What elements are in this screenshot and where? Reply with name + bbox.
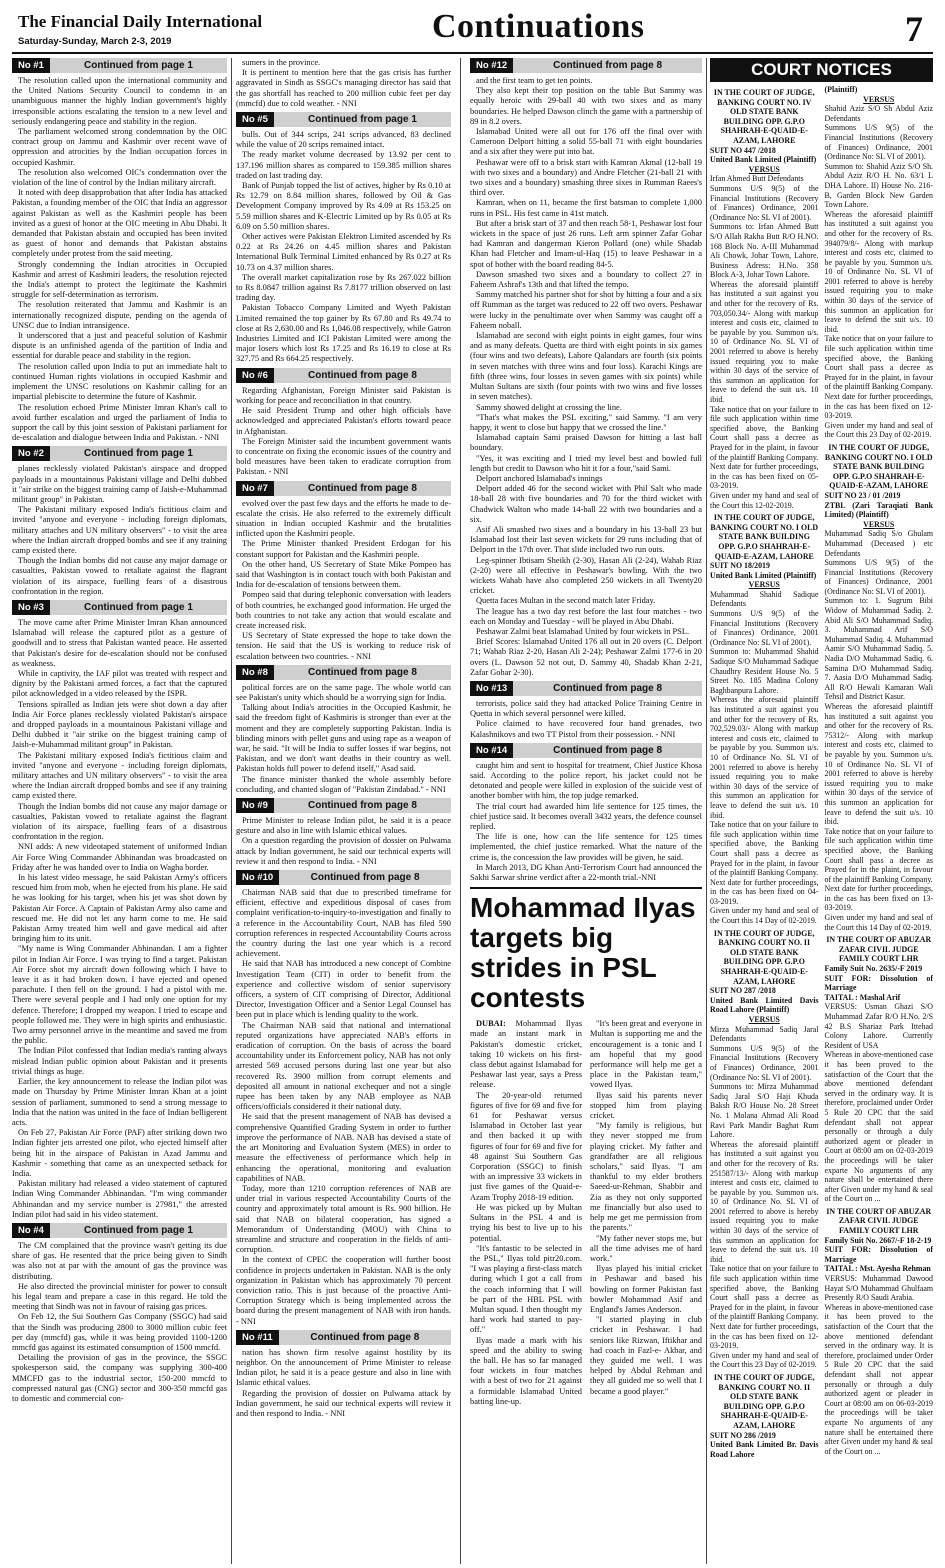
notice-detail: United Bank Limited Davis Road Lahore (Plaintiff) xyxy=(710,995,819,1015)
story-paragraph: Bank of Punjab topped the list of actives, higher by Rs 0.10 at Rs 12.79 on 8.84 million shares, followed by Oil & Gas Development Company improved by Rs 4.09 at Rs 153.25 on 5.59 million shares and K-Electric Limited up by Rs 0.05 at Rs 6.09 on 5.50 million shares. xyxy=(236,181,451,231)
story-heading-bar xyxy=(12,58,227,73)
story-paragraph: Earlier, the key announcement to release the Indian pilot was made on Thursday by Prime Minister Imran Khan at a joint session of parliament, summoned to send a strong message to India that the nation was united in the face of Indian belligerent acts. xyxy=(12,1077,227,1127)
story-heading-bar xyxy=(236,798,451,813)
notice-text: Next date for further proceedings, in the cas has been fixed on 12-03-2019. xyxy=(710,1322,819,1351)
notice-detail: TAITAL : Mst. Ayesha Rehman xyxy=(824,1264,931,1274)
story-paragraph: and the first team to get ten points. xyxy=(476,76,593,85)
notice-text: Summon to: Shahid Aziz S/O Sh. Abdul Aziz R/O H. No. 63/1 L DHA Lahore. II) House No. 216-B, Garden Block New Garden Town Lahore. xyxy=(824,161,933,210)
story-paragraph: NNI adds: A new videotaped statement of uniformed Indian Air Force Wing Commander Abhinandan was broadcasted on Friday after he was handed over to India on Wagha border. xyxy=(12,842,227,872)
story-number-tag: No #13 xyxy=(470,681,513,696)
notice-text: Whereas in above-mentioned case it has been proved to the satisfaction of the Court that the above mentioned defendant served in the ordinary way. It is therefore, proclaimed under Order 5 Rule 20 CPC that the said defendant shall not appear personally or through a duly authorized agent or pleader in Court at 08:00 am on 02-03-2019 the proceedings will be taker exparte No arguments of any nature shall be entertained there after Given under my hand & seal of the Court on ... xyxy=(824,1050,933,1204)
story-paragraph: Sammy showed delight at crossing the line. xyxy=(476,402,622,412)
story-number-tag: No #2 xyxy=(12,446,50,461)
story-paragraph: Other actives were Pakistan Elektron Limited ascended by Rs 0.22 at Rs 24.26 on 4.45 million shares and Pakistan International Bulk Terminal Limited enhanced by Rs 0.27 at Rs 10.73 on 4.37 million shares. xyxy=(236,232,451,272)
notice-text: Summons U/S 9(5) of the Financial Institutions (Recovery of Finances) Ordinance, 2001 (Ordinance No: SL VI of 2001). xyxy=(824,123,933,162)
story-number-tag: No #12 xyxy=(470,58,513,73)
notice-text: VERSUS: Usman Ghazi S/O Muhammad Zafar R/O H.No. 2/S 42 B.S Shariaz Park Ittehad Colony Lahore. Currently Resident of USA xyxy=(824,1002,933,1050)
story-heading-bar xyxy=(236,1330,451,1345)
notice-text: Given under my hand and seal of the Court this 23 Day of 02-2019. xyxy=(710,1350,819,1370)
feature-column-a xyxy=(470,1019,582,1407)
column-3-stories xyxy=(470,58,702,883)
story-paragraph: The Foreign Minister said the incumbent government wants to concentrate on fixing the economic issues of the country and bold measures have been taken to eradicate corruption from Pakistan. - NNI xyxy=(236,436,451,477)
story-heading: Continued from page 8 xyxy=(513,681,702,696)
section-title: Continuations xyxy=(432,8,645,45)
feature-paragraph: "It's been great and everyone in Multan is supporting me and the encouragement is a tonic and I am hopeful that my good performance will help me get a place in the Pakistan team," vowed Ilyas. xyxy=(590,1019,702,1090)
story-paragraph: In his latest video message, he said Pakistan Army's officers rescued him from mob, when he ejected from his plane. He said he was looking for his target, when his jet was shot down by Pakistan Air Force. A Captain of Pakistan Army also came and rescued me. He did not let any harm come to me. He said Pakistan Army treated him well and gave medical aid after bringing him to its unit. xyxy=(12,873,227,944)
story-paragraph: The trial court had awarded him life sentence for 125 times, the chief justice said. It becomes overall 3432 years, the defence counsel replied. xyxy=(470,801,702,832)
story-heading-bar xyxy=(236,368,451,383)
story-paragraph: Talking about India's atrocities in the Occupied Kashmir, he said the freedom fight of Kashmiris is stronger than ever at the moment and they are completely supporting Pakistan. India is blinding minors with pellet guns and using rape as a weapon of war, he said. "It will be India to suffer losses if war begins, not Pakistan, and we don't want deaths in their country as well. Pakistan holds full power to defend itself," Asad said. xyxy=(236,703,451,774)
notice-text: Given under my hand and seal of the Court this 14 Day of 02-2019. xyxy=(824,913,933,932)
story-paragraph: The parliament welcomed strong condemnation by the OIC contract group on Jammu and Kashmir over recent wave of oppression and atrocities by the Indian occupation forces in occupied Kashmir. xyxy=(12,127,227,167)
notice-detail: Family Suit No. 2667/-F 18-2-19 xyxy=(824,1235,932,1245)
story-paragraph: Pakistan Tobacco Company Limited and Wyeth Pakistan Limited remained the top gainer by Rs 67.80 and Rs 49.74 to close at Rs 2,630.00 and Rs 1,046.08 respectively, while Gatron Industries Limited and ICI Pakistan Limited were among the major losers which lost Rs 17.25 and Rs 16.19 to close at Rs 327.75 and Rs 664.25 respectively. xyxy=(236,303,451,364)
story-paragraph: Pakistan military had released a video statement of captured Indian Wing Commander Abhinandan. "I'm wing commander Abhinandan and my service number is 27981," the arrested Indian pilot had said in his video statement. xyxy=(12,1179,227,1219)
story-number-tag: No #1 xyxy=(12,58,50,73)
story xyxy=(236,368,451,478)
court-heading: IN THE COURT OF JUDGE, BANKING COURT NO. II OLD STATE BANK BUILDING OPP. G.P.O SHAHRAH-E-QUAID-E-AZAM, LAHORE xyxy=(713,1372,815,1430)
feature-paragraph: Ilyas played his initial cricket in Peshawar and based his bowling on former Pakistan fast bowler Mohammad Asif and England's James Anderson. xyxy=(590,1264,702,1314)
notice-text: Mirza Muhammad Sadiq Jaral Defendants xyxy=(710,1024,819,1044)
story-paragraph: Brief Scores: Islamabad United 176 all out in 20 overs (C. Delport 71; Wahab Riaz 2-20, Hasan Ali 2-24); Peshawar Zalmi 177-6 in 20 overs (L. Dawson 52 not out, D. Sammy 40, Shadab Khan 2-21, Zafar Gohar 2-30). xyxy=(470,637,702,677)
story-paragraph: "Yes, it was exciting and I tried my level best and bowled full length but credit to Dawson who hit it for a four,"said Sami. xyxy=(470,453,702,473)
court-notices-column-b xyxy=(825,85,934,1459)
story-paragraph: The finance minister thanked the whole assembly before concluding, and chanted slogan of "Pakistan Zindabad." - NNI xyxy=(236,774,451,794)
story-heading: Continued from page 8 xyxy=(274,665,451,680)
story-paragraph: Delport anchored Islamabad's innings xyxy=(476,473,603,483)
story-paragraph: On the other hand, US Secretary of State Mike Pompeo has said that Washington is in contact touch with both Pakistan and India for de-escalation of tensions between them. xyxy=(236,559,451,590)
notice-text: Whereas the aforesaid plaintiff has instituted a suit against you and other for the recovery of Rs. 702,529.03/- Along with markup interest and costs etc, claimed to be payable by you. Summon u/s. 10 of Ordinance No. SL VI of 2001 referred to above is hereby issued requiring you to make within 30 days of the service of this summon an application for leave to defend the suit u/s. 10 ibid. xyxy=(710,695,819,820)
story-paragraph: The ready market volume decreased by 13.92 per cent to 137.196 million shares as compared to 159.385 million shares traded on last trading day. xyxy=(236,150,451,180)
story-heading: Continued from page 8 xyxy=(274,798,451,813)
court-heading: IN THE COURT OF ABUZAR ZAFAR CIVIL JUDGE FAMILY COURT LHR xyxy=(826,935,932,964)
notice-text: Muhammad Shahid Sadique Defendants xyxy=(710,589,819,609)
story-paragraph: The move came after Prime Minister Imran Khan announced Islamabad will release the captured pilot as a gesture of goodwill and to stress that Pakistan wanted peace. He asserted that Pakistan's desire for de-escalation should not be confused as weakness. xyxy=(12,617,227,668)
story-paragraph: Today, more than 1210 corruption references of NAB are under trial in various respected Accountability Courts of the country and approximately total amount is Rs. 900 billion. He said that NAB on bilateral cooperation, has signed a Memorandum of Understanding (MOU) with China to streamline and structure and cooperation in the fields of anti-corruption. xyxy=(236,1183,451,1255)
feature-paragraph: "My family is religious, but they never stopped me from playing cricket. My father and grandfather are all religious scholars," said Ilyas. "I am thankful to my elder brothers Saeed-ur-Rehman, Shabbir and Zia as they not only supported me financially but also used to help me get me permission from the parents." xyxy=(590,1121,702,1233)
notice-detail: United Bank Limited (Plaintiff) xyxy=(710,155,817,165)
story-number-tag: No #4 xyxy=(12,1223,50,1238)
story-paragraph: The resolution reiterated that Jammu and Kashmir is an internationally recognized dispute, pending on the agenda of UNSC due to Indian intransigence. xyxy=(12,300,227,330)
story-heading-bar xyxy=(236,481,451,496)
story xyxy=(236,112,451,365)
story-paragraph: In March 2013, DG Khan Anti-Terrorism Court had announced the Sakhi Sarwar shrine verdict after a 22-month trial.-NNI xyxy=(470,862,702,883)
notice-text: Take notice that on your failure to file such application within time specified above, the Banking Court shall pass a decree as Prayed for in the plaint, in favour of the plaintiff Banking Company. xyxy=(710,820,819,878)
notice-text: Take notice that on your failure to file such application within time specified above, the Banking Court shall pass a decree as Prayed for in the plaint, in favour of the plaintiff Banking Company. xyxy=(710,404,819,462)
column-3 xyxy=(470,58,702,1564)
story-paragraph: US Secretary of State expressed the hope to take down the tension. He said that the US is working to reduce risk of escalation between two countries. - NNI xyxy=(236,631,451,661)
notice-text: VERSUS: Muhammad Dawood Hayat S/O Muhammad Ghulfaam Presently R/O Saudi Arabia. xyxy=(824,1274,933,1303)
notice-text: Next date for further proceedings, in the cas has been fixed on 04-03-2019. xyxy=(710,877,819,906)
column-rule xyxy=(231,58,232,1564)
notice-text: Muhammad Sadiq S/o Ghulam Muhammad (Deceased ) etc Defendants xyxy=(824,529,933,558)
versus-label: VERSUS xyxy=(863,94,895,104)
story-number-tag: No #10 xyxy=(236,870,279,885)
notice-detail: United Bank Limited Br. Davis Road Lahore xyxy=(710,1440,819,1459)
story-paragraph: political forces are on the same page. The whole world can see Pakistan's unity which should be a worrying sign for India. xyxy=(236,682,451,702)
story-number-tag: No #5 xyxy=(236,112,274,127)
paper-name: The Financial Daily International xyxy=(18,12,263,31)
story-paragraph: Peshawar were off to a brisk start with Kamran Akmal (12-ball 19 with two sixes and a boundary) and Andre Fletcher (21-ball 21 with two sixes and a boundary) smashing three sixes in Rumman Raees's third over. xyxy=(470,157,702,198)
story-heading-bar xyxy=(236,665,451,680)
notice-detail: TAITAL : Mashal Arif xyxy=(824,992,901,1002)
story-paragraph: The resolution called upon the international community and the United Nations Security Council to condemn in an unambiguous manner the highly Indian government's highly irresponsible actions escalating the tension to a new level and seriously endangering peace and stability in the region. xyxy=(12,76,227,126)
notice-detail: United Bank Limited (Plaintiff) xyxy=(710,570,817,580)
feature-paragraph: "I started playing in club cricket in Peshawar. I had seniors like Rizwan, Iftikhar and had coach in Fazl-e- Akbar, and they guided me well. I was helped by Abdul Rehman and they all guided me so well that I became a good player." xyxy=(590,1315,702,1396)
story-paragraph: Regarding the provision of dossier on Pulwama attack by Indian government, he said our technical experts will review it and then respond to India. - NNI xyxy=(236,1388,451,1418)
story-paragraph: The Prime Minister thanked President Erdogan for his constant support for Pakistan and the Kashmiri people. xyxy=(236,539,451,559)
column-rule xyxy=(460,58,461,1564)
story-paragraph: It underscored that a just and peaceful solution of Kashmir dispute is an unfinished agenda of the partition of India and essential for durable peace and stability in the region. xyxy=(12,331,227,361)
story-paragraph: On a question regarding the provision of dossier on Pulwama attack by Indian government, he said our technical experts will review it and then respond to India. - NNI xyxy=(236,836,451,866)
story-paragraph: He also directed the provincial minister for power to consult his legal team and prepare a case in this regard. He told the meeting that Sindh was not in favour of raising gas prices. xyxy=(12,1281,227,1312)
story-paragraph: Tensions spiralled as Indian jets were shot down a day after India Air Force planes recklessly violated Pakistan's airspace and dropped payloads in a mountainous Pakistani village and Delhi dubbed it "air strike on the biggest training camp of Jaish-e-Muhammad militant group" in Pakistan. xyxy=(12,699,227,750)
notice-text: Next date for further proceedings, in the cas has been fixed on 13-03-2019. xyxy=(824,884,933,913)
story xyxy=(236,1330,451,1419)
story-paragraph: He said that NAB has introduced a new concept of Combine Investigation Team (CIT) in order to benefit from the experience and collective wisdom of senior supervisory officers, a system of CIT comprising of Director, Additional Director, Investigation Officer and a Senior Legal Counsel has been put in place which is lending quality to the work. xyxy=(236,959,451,1020)
story xyxy=(236,798,451,867)
notice-text: Take notice that on your failure to file such application within time specified above, the Banking Court shall pass a decree as Prayed for in the plaint, in favour of the plaintiff Banking Company. xyxy=(710,1264,819,1322)
notice-detail: (Plaintiff) xyxy=(824,85,858,94)
story-paragraph: The overall market capitalization rose by Rs 267.022 billion to Rs 8.0847 trillion against Rs 7.8177 trillion observed on last trading day. xyxy=(236,272,451,303)
notice-text: Take notice that on your failure to file such application within time specified above, the Banking Court shall pass a decree as Prayed for in the plaint, in favour of the plaintiff Banking Company. xyxy=(824,826,933,884)
story-heading: Continued from page 8 xyxy=(279,1330,451,1345)
story-paragraph: "That's what makes the PSL exciting," said Sammy. "I am very happy, it went to close but happy that we crossed the line." xyxy=(470,412,702,432)
story-heading-bar xyxy=(470,58,702,73)
notice-text: Given under my hand and seal of the Court this 12-02-2019. xyxy=(710,490,819,510)
story xyxy=(12,446,227,597)
court-heading: IN THE COURT OF JUDGE, BANKING COURT NO. II OLD STATE BANK BUILDING OPP. G.P.O SHAHRAH-E-QUAID-E-AZAM, LAHORE xyxy=(713,928,815,986)
story-heading: Continued from page 1 xyxy=(50,446,227,461)
column-1 xyxy=(12,58,227,1564)
story-paragraph: The Chairman NAB said that national and international reputed organizations have appreciated NAB's efforts in eradication of corruption. On the basis of across the board accountability under its Enforcement policy, NAB has not only arrested 569 accused persons during last one year but also recovered Rs. 3900 million from corrupt elements and deposited all amount in national exchequer and not a single rupee has been taken by any NAB employee as NAB officers/officials considered it their national duty. xyxy=(236,1020,451,1112)
story-heading: Continued from page 1 xyxy=(50,58,227,73)
notice-text: Whereas the aforesaid plaintiff has instituted a suit against you and other for the recovery of Rs. 703,050.34/- Along with markup interest and costs etc, claimed to be payable by you. Summon u/s. 10 of Ordinance No. SL VI of 2001 referred to above is hereby issued requiring you to make within 30 days of the service of this summon an application for leave to defend the suit u/s. 10 ibid. xyxy=(710,279,819,404)
feature-headline: Mohammad Ilyas targets big strides in PSL contests xyxy=(470,892,696,1014)
story-paragraph: It is pertinent to mention here that the gas crisis has further aggravated in Sindh as SSGC's managing director has said that the gas shortfall has reached to 200 million cubic feet per day (mmcfd) due to cold weather. - NNI xyxy=(236,68,451,108)
feature-paragraph xyxy=(470,1019,582,1090)
versus-label: VERSUS xyxy=(748,1015,780,1024)
story-paragraph: The resolution called upon India to put an immediate halt to continued Human rights violations in occupied Kashmir and implement the UNSC resolutions on Kashmir calling for an impartial plebiscite to determine the future of Kashmir. xyxy=(12,361,227,402)
story-paragraph: He said President Trump and other high officials have acknowledged and appreciated Pakistan's efforts toward peace in Afghanistan. xyxy=(236,406,451,436)
story-heading-bar xyxy=(12,1223,227,1238)
story xyxy=(236,481,451,662)
story-paragraph: Peshawar Zalmi beat Islamabad United by four wickets in PSL. xyxy=(476,626,690,636)
notice-detail: SUIT NO 286 /2019 xyxy=(710,1430,776,1440)
feature-column-b xyxy=(590,1019,702,1407)
story-paragraph: The league has a two day rest before the last four matches - two each on Monday and Tuesday - will be played in Abu Dhabi. xyxy=(470,606,702,626)
notice-detail: SUIT NO 23 / 01 /2019 xyxy=(824,490,901,500)
notice-text: Summons U/S 9(5) of the Financial Institutions (Recovery of Finances) Ordinance, 2001 (Ordinance No: SL VI of 2001). xyxy=(824,558,933,596)
story-heading-bar xyxy=(12,600,227,615)
story-paragraph: Regarding Afghanistan, Foreign Minister said Pakistan is working for peace and reconciliation in that country. xyxy=(236,385,451,405)
notice-text: Next date for further proceedings, in the cas has been fixed on 05-03-2019. xyxy=(710,462,819,491)
story-paragraph: The life is one, how can the life sentence for 125 times implemented, the chief justice remarked. What the nature of the crime is, the concession the law provides will be given, he said. xyxy=(470,832,702,862)
feature-paragraph: Ilyas said his parents never stopped him from playing cricket. xyxy=(590,1090,702,1121)
story-paragraph: nation has shown firm resolve against hostility by its neighbor. On the announcement of Prime Minister to release Indian pilot, he said it is a peace gesture and also in line with Islamic ethical values. xyxy=(236,1347,451,1388)
story-paragraph: The Pakistani military exposed India's fictitious claim and invited "anyone and everyone - including foreign diplomats, military attaches and UN military observers" - to visit the area where the Indian aircraft dropped bombs and see if any training camp existed there. xyxy=(12,750,227,801)
story xyxy=(236,58,451,109)
notice-text: Summons U/S 9(5) of the Financial Institutions (Recovery of Finances) Ordinance, 2001 (Ordinance No: SL VI of 2001). xyxy=(710,1043,819,1082)
story-paragraph: Strongly condemning the Indian atrocities in Occupied Kashmir and arrest of Kashmiri leaders, the resolution rejected the India's attempt to protect the legitimate the Kashmiri struggle for self-determination as terrorism. xyxy=(12,259,227,300)
story-paragraph: Leg-spinner Ibtisam Sheikh (2-30), Hasan Ali (2-24), Wahab Riaz (2-20) were all effective in Peshawar's bowling. With the two wickets Wahab have also completed 250 wickets in all Twenty20 cricket. xyxy=(470,555,702,596)
versus-label: VERSUS xyxy=(748,164,780,174)
court-notices-body xyxy=(710,85,933,1459)
story-paragraph: Kamran, when on 11, became the first batsman to complete 1,000 runs in PSL. His fest came in 41st match. xyxy=(470,198,702,218)
notice-text: Summon to: 1. Sugrum Bibi Widow of Muhammad Sadiq. 2. Abid Ali S/O Muhammad Sadiq. 3. Muhammad Arif S/O Muhammad Sadiq. 4. Muhammad Aamir S/O Muhammad Sadiq. 5. Nadia D/O Muhammad Sadiq. 6. Samina D/O Muhammad Sadiq. 7. Aasia D/O Muhammad Sadiq. All R/O Hewali Kamaran Wali Tehsil and District Kasur. xyxy=(824,596,933,702)
notice-text: Summons U/S 9(5) of the Financial Institutions (Recovery of Finances) Ordinance, 2001 (Ordinance No: SL VI of 2001). xyxy=(710,183,819,222)
story xyxy=(12,600,227,1220)
story xyxy=(470,58,702,678)
feature-paragraph: Ilyas made a mark with his speed and the ability to swing the ball. He has so far managed four wickets in four matches with a best of two for 21 against a formidable Islamabad United batting line-up. xyxy=(470,1335,582,1406)
court-notices-column-a xyxy=(710,85,819,1459)
story-paragraph: Asif Ali smashed two sixes and a boundary in his 13-ball 23 but Islamabad lost their last seven wickets for 29 runs including that of Delport in the 17th over. That slide included two run outs. xyxy=(470,524,702,555)
feature-dateline: DUBAI: xyxy=(476,1019,506,1029)
story-number-tag: No #9 xyxy=(236,798,274,813)
notice-detail: SUIT NO 18/2019 xyxy=(710,561,770,571)
story-paragraph: Though the Indian bombs did not cause any major damage or casualties, Pakistan vowed to retaliate against the flagrant violation of its airspace, fuelling fears of a disastrous confrontation in the region. xyxy=(12,801,227,842)
story-paragraph: The CM complained that the province wasn't getting its due share of gas. He resented that the price being given to Sindh was also not at par with the amount of gas the province was distributing. xyxy=(12,1240,227,1281)
story-paragraph: evolved over the past few days and the efforts he made to de-escalate the crisis. He also referred to the extremely difficult situation in Indian occupied Kashmir and the brutalities inflicted upon the Kashmiri people. xyxy=(236,498,451,539)
story-paragraph: They also kept their top position on the table But Sammy was equally heroic with 29-ball 40 with two sixes and as many boundaries. He helped Dawson clinch the game with a partnership of 89 in 8.2 overs. xyxy=(470,86,702,126)
story-heading-bar xyxy=(236,112,451,127)
story-paragraph: Police claimed to have recovered four hand grenades, two Kalashnikovs and two TT Pistol from their possession. - NNI xyxy=(470,719,702,739)
notice-text: Next date for further proceedings, in the cas has been fixed on 12-03-2019. xyxy=(824,392,933,421)
versus-label: VERSUS xyxy=(748,580,780,590)
story-heading-bar xyxy=(470,681,702,696)
story-heading-bar xyxy=(470,743,702,758)
story-paragraph: Detailing the provision of gas in the province, the SSGC spokesperson said, the company was supplying 300-400 MMCFD gas to the industrial sector, 150-200 mmcfd to compressed natural gas (CNG) sector and 300-350 mmcfd gas to domestic and commercial con- xyxy=(12,1353,227,1403)
story-number-tag: No #11 xyxy=(236,1330,279,1345)
feature-paragraph: The 20-year-old returned figures of five for 69 and five for 61 for Peshawar versus Islamabad in October last year and then backed it up with figures of four for 69 and five for 48 against Sui Southern Gas Corporation (SSGC) to finish with an impressive 33 wickets in just five games of the Quaid-e-Azam Trophy 2018-19 edition. xyxy=(470,1090,582,1202)
story-paragraph: planes recklessly violated Pakistan's airspace and dropped payloads in a mountainous Pakistani village and Delhi dubbed it "air strike on the biggest training camp of Jaish-e-Muhammad militant group" in Pakistan. xyxy=(12,464,227,504)
story-paragraph: terrorists, police said they had attacked Police Training Centre in Quetta in which several personnel were killed. xyxy=(470,698,702,719)
story-paragraph: While in captivity, the IAF pilot was treated with respect and dignity by the Pakistani armed forces, a fact that the captured pilot acknowledged in a video released by the ISPR. xyxy=(12,668,227,699)
story-heading: Continued from page 8 xyxy=(274,368,451,383)
story-paragraph: The resolution also welcomed OIC's condemnation over the violation of the line of control by the Indian military aircraft. xyxy=(12,167,227,188)
feature-story xyxy=(470,887,702,1407)
notice-text: Irfan Ahmed Butt Defendants xyxy=(710,174,804,184)
column-rule xyxy=(706,58,707,1564)
notice-detail: SUIT FOR: Dissolution of Marriage xyxy=(824,973,933,993)
story-number-tag: No #6 xyxy=(236,368,274,383)
story-paragraph: But after a brisk start of 37 and then reach 58-1, Peshawar lost four wickets in the space of just 26 runs. Left arm spinner Zafar Gohar had Kamran and dangerman Kieron Pollard (one) while Shadab Khan had Fletcher and Imam-ul-Haq (15) to leave Peshawar in a spot of bother with the board reading 84-5. xyxy=(470,218,702,269)
story-paragraph: bulls. Out of 344 scrips, 241 scrips advanced, 83 declined while the value of 20 scrips remained intact. xyxy=(236,130,451,150)
story-paragraph: Islamabad United were all out for 176 off the final over with Cameroon Delport hitting a solid 55-ball 71 with eight boundaries and a six after they were put into bat. xyxy=(470,127,702,157)
story-paragraph: The Pakistani military exposed India's fictitious claim and invited "anyone and everyone - including foreign diplomats, military attaches and UN military observers" - to visit the area where the Indian aircraft dropped bombs and see if any training camp existed there. xyxy=(12,505,227,555)
story-number-tag: No #14 xyxy=(470,743,513,758)
story-paragraph: Though the Indian bombs did not cause any major damage or casualties, Pakistan vowed to retaliate against the flagrant violation of its airspace, fuelling fears of a disastrous confrontation in the region. xyxy=(12,556,227,596)
notice-text: Summons to: Irfan Ahmed Butt S/O Allah Rakha Butt R/O H.NO. 168 Block No. A-III Muhammad Ali Chowk, Johar Town, Lahore. Business Adress: H.No. 358 Block A-3, Johar Town Lahore. xyxy=(710,222,819,280)
story-heading: Continued from page 8 xyxy=(274,481,451,496)
court-heading: IN THE COURT OF JUDGE, BANKING COURT NO. I OLD STATE BANK BUILDING OPP. G.P.O SHAHRAH-E-QUAID-E-AZAM, LAHORE xyxy=(824,442,933,491)
story-paragraph: Dawson smashed two sixes and a boundary to collect 27 in Faheem Ashraf's 13th and that lifted the tempo. xyxy=(470,269,702,290)
story-paragraph: In the context of CPEC the cooperation will further boost confidence in projects undertaken in Pakistan. NAB is the only organization in Pakistan which has approximately 70 percent conviction ratio. This is just because of the proactive Anti-Corruption Strategy which is being implemented across the board during the present management of NAB with iron hands. - NNI xyxy=(236,1255,451,1326)
story-number-tag: No #7 xyxy=(236,481,274,496)
story-heading: Continued from page 8 xyxy=(279,870,451,885)
issue-date: Saturday-Sunday, March 2-3, 2019 xyxy=(18,36,172,47)
feature-paragraph: "My father never stops me, but all the time advises me of hard work." xyxy=(590,1233,702,1263)
notice-detail: SUIT NO 287 /2018 xyxy=(710,986,776,996)
notice-text: Given under my hand and seal of the Court this 23 Day of 02-2019. xyxy=(824,420,933,440)
story-number-tag: No #8 xyxy=(236,665,274,680)
story-heading-bar xyxy=(236,870,451,885)
notice-text: Shahid Aziz S/O Sh Abdul Aziz Defendants xyxy=(824,104,933,123)
story-number-tag: No #3 xyxy=(12,600,50,615)
story-paragraph: Chairman NAB said that due to prescribed timeframe for efficient, effective and expeditious disposal of cases from complaint verification-to-inquiry-to-investigation and finally to a reference in the Accountability Court, NAB has filed 590 corruption references in respected Accountability Courts across the country during the last one year which is a record achievement. xyxy=(236,888,451,959)
court-heading: IN THE COURT OF ABUZAR ZAFAR CIVIL JUDGE FAMILY COURT LHR xyxy=(826,1206,932,1236)
masthead xyxy=(12,8,933,54)
story-paragraph: On Feb 12, the Sui Southern Gas Company (SSGC) had said that the Sindh was producing 2800 to 3000 million cubic feet per day (mmcfd) gas, while it was being provided 1100-1200 mmcfd gas against its estimated consumption of 1500 mmcfd. xyxy=(12,1312,227,1352)
story xyxy=(470,743,702,883)
story-paragraph: Delport added 46 for the second wicket with Phil Salt who made 18-ball 28 with five boundaries and 70 for the third wicket with Chadwick Walton who made 14-ball 22 with two boundaries and a six. xyxy=(470,484,702,524)
court-heading: IN THE COURT OF JUDGE, BANKING COURT NO. IV OLD STATE BANK BUILDING OPP. G.P.O SHAHRAH-E-QUAID-E-AZAM, LAHORE xyxy=(713,88,815,145)
story-heading: Continued from page 8 xyxy=(513,58,702,73)
story-paragraph: The resolution echoed Prime Minister Imran Khan's call to avoid further escalation and urged the parliament of India to support the call by this joint session of Pakistani parliament for de-escalation and dialogue between India and Pakistan. - NNI xyxy=(12,402,227,443)
court-notices-banner: COURT NOTICES xyxy=(710,58,933,82)
columns xyxy=(12,58,933,1564)
page-number: 7 xyxy=(905,9,923,49)
story-paragraph: Islamabad captain Sami praised Dawson for hitting a last ball boundary. xyxy=(470,433,702,453)
story-heading: Continued from page 1 xyxy=(274,112,451,127)
court-notices xyxy=(710,58,933,1564)
feature-paragraph: He was picked up by Multan Sultans in the PSL 4 and is trying his best to live up to his potential. xyxy=(470,1202,582,1243)
feature-paragraph: "It's fantastic to be selected in the PSL," Ilyas told pitr20.com. "I was playing a first-class match during which I got a call from the coach informing that I will be part of the HBL PSL with Multan squad. I then thought my hard work had started to pay-off." xyxy=(470,1243,582,1335)
story xyxy=(236,665,451,795)
notice-text: Take notice that on your failure to file such application within time specified above, the Banking Court shall pass a decree as Prayed for in the plaint, in favour of the plaintiff Banking Company. xyxy=(824,334,933,392)
column-2 xyxy=(236,58,451,1564)
story-paragraph: The Indian Pilot confessed that Indian media's ranting always mislead Indian public opinion about Pakistan and it presents trivial things as huge. xyxy=(12,1046,227,1076)
story-paragraph: On Feb 27, Pakistan Air Force (PAF) after striking down two Indian fighter jets arrested one pilot, who ejected himself after being hit in the airspace of Pakistan in Azad Jammu and Kashmir - something that came as an unexpected setback for India. xyxy=(12,1128,227,1178)
notice-detail: ZTBL (Zari Taraqiati Bank Limited) (Plaintiff) xyxy=(824,500,933,520)
story-heading: Continued from page 1 xyxy=(50,1223,227,1238)
story-paragraph: Islamabad are second with eight points in eight games, four wins and as many defeats. Quetta are third with eight points in six games (four wins and two defeats), Lahore Qalandars are fourth (six points in seven matches with three wins and four loss). Karachi Kings are fifth (three wins, four losses in seven games with six points) while Multan Sultans are sixth (four points with two wins and five losses in seven matches). xyxy=(470,331,702,402)
story-heading: Continued from page 8 xyxy=(513,743,702,758)
notice-detail: SUIT FOR: Dissolution of Marriage xyxy=(824,1245,933,1264)
notice-text: Summon to: Muhammad Shahid Sadique S/O Muhammad Sadique Chaudhry Resident House No. 5 Street No. 185 Madina Colony Baghbanpura Lahore. xyxy=(710,647,819,695)
story-heading: Continued from page 1 xyxy=(50,600,227,615)
story-paragraph: It noted with deep disapprobation that after India has attacked Pakistan, a founding member of the OIC that India an aggressor against Pakistan as well as the Kashmiri people has been invited as a guest of honor at the OIC meeting in Abu Dhabi. It demanded that Pakistan abstain and occupied has been invited as guest of honor and demands that Pakistan abstains completely under protest from the said meeting. xyxy=(12,188,227,259)
versus-label: VERSUS xyxy=(863,519,895,529)
story xyxy=(236,870,451,1327)
story-heading-bar xyxy=(12,446,227,461)
feature-body xyxy=(470,1019,702,1407)
story-paragraph: Prime Minister to release Indian pilot, he said it is a peace gesture and also in line with Islamic ethical values. xyxy=(236,816,451,836)
notice-text: Whereas the aforesaid plaintiff has instituted a suit against you and other for the recovery of Rs. 75312/- Along with markup interest and costs etc, claimed to be payable by you. Summon u/s. 10 of Ordinance No. SL VI of 2001 referred to above is hereby issued requiring you to make within 30 days of the service of this summon an application for leave to defend the suit u/s. 10 ibid. xyxy=(824,702,933,827)
story-paragraph: "My name is Wing Commander Abhinandan. I am a fighter pilot in Indian Air Force. I was trying to find a target. Pakistan Air Force shot my aircraft down following which I have to leave it as it had broken down. I have ejected and opened parachute. I then fell on the ground. I had a pistol with me. There were several people and I had only one option for my defence. Therefore; I dropped my weapon. I tried to escape and people followed me. They were in high spirits and enthusiastic. Two army personnel arrive in the meantime and saved me from the public. xyxy=(12,944,227,1046)
story xyxy=(12,1223,227,1404)
notice-text: Whereas the aforesaid plaintiff has instituted a suit against you and other for the recovery of Rs. 394079/8/- Along with markup interest and costs etc, claimed to be payable by you. Summon u/s. 10 of Ordinance No. SL VI of 2001 referred to above is hereby issued requiring you to make within 30 days of the service of this summon an application for leave to defend the suit u/s. 10 ibid. xyxy=(824,209,933,334)
story-paragraph: sumers in the province. xyxy=(242,58,321,67)
notice-detail: Family Suit No. 2635/-F 2019 xyxy=(824,964,923,974)
notice-detail: SUIT NO 447 /2018 xyxy=(710,145,776,155)
story-paragraph: Pompeo said that during telephonic conversation with leaders of both countries, he exchanged good information. He urged the both countries to not take any action that would escalate and create increased risk. xyxy=(236,590,451,630)
story-paragraph: Quetta faces Multan in the second match later Friday. xyxy=(476,596,656,606)
notice-text: Whereas the aforesaid plaintiff has instituted a suit against you and other for the recovery of Rs. 251587/13/- Along with markup interest and costs etc, claimed to be payable by you. Summon u/s. 10 of Ordinance No. SL VI of 2001 referred to above is hereby issued requiring you to make within 30 days of the service of this summon an application for leave to defend the suit u/s. 10 ibid. xyxy=(710,1139,819,1264)
feature-paragraph-text: Mohammad Ilyas made an instant mark in Pakistan's domestic cricket, taking 10 wickets on his first-class debut against Islamabad for Peshawar last year, says a Press release. xyxy=(470,1019,582,1090)
story-paragraph: He said that the present management of NAB has devised a comprehensive Quantified Grading System in order to further improve the performance of NAB. NAB has devised a state of the art Monitoring and Evaluation System (MES) in order to measure the effectiveness of performance which help in enhancing the operational, monitoring and evaluation capabilities of NAB. xyxy=(236,1112,451,1183)
notice-text: Given under my hand and seal of the Court this 14 Day of 02-2019. xyxy=(710,906,819,926)
story-paragraph: Sammy matched his partner shot for shot by hitting a four and a six off Rumman as the target was reduced to 22 off two overs. Peshawar were lucky in the penultimate over when Sammy was caught off a Faheem noball. xyxy=(470,290,702,330)
notice-text: Whereas in above-mentioned case it has been proved to the satisfaction of the Court that the above mentioned defendant served in the ordinary way. It is therefore, proclaimed under Order 5 Rule 20 CPC that the said defendant shall not appear personally or through a duly authorized agent or pleader in Court at 08:00 am on 06-03-2019 the proceedings will be taker exparte No arguments of any nature shall be entertained there after Given under my hand & seal of the Court on ... xyxy=(824,1302,933,1456)
story xyxy=(12,58,227,443)
court-heading: IN THE COURT OF JUDGE, BANKING COURT NO. I OLD STATE BANK BUILDING OPP. G.P.O SHAHRAH-E-QUAID-E-AZAM, LAHORE xyxy=(710,513,819,561)
notice-text: Summons to: Mirza Muhammad Sadiq Jaral S/O Haji Khuda Baksh R/O House No. 28 Street No. 1 Molana Ahmad Ali Road Ravi Park Mandir Baghat Rum Lahore. xyxy=(710,1082,819,1140)
story-paragraph: caught him and sent to hospital for treatment, Chief Justice Khosa said. According to the police report, his jacket could not be detonated and people were killed in explosion of the suicide vest of another bomber with him, the top judge remarked. xyxy=(470,760,702,801)
story xyxy=(470,681,702,740)
notice-text: Summons U/S 9(5) of the Financial Institutions (Recovery of Finances) Ordinance, 2001 (Ordinance No: SL VI of 2001). xyxy=(710,609,819,647)
